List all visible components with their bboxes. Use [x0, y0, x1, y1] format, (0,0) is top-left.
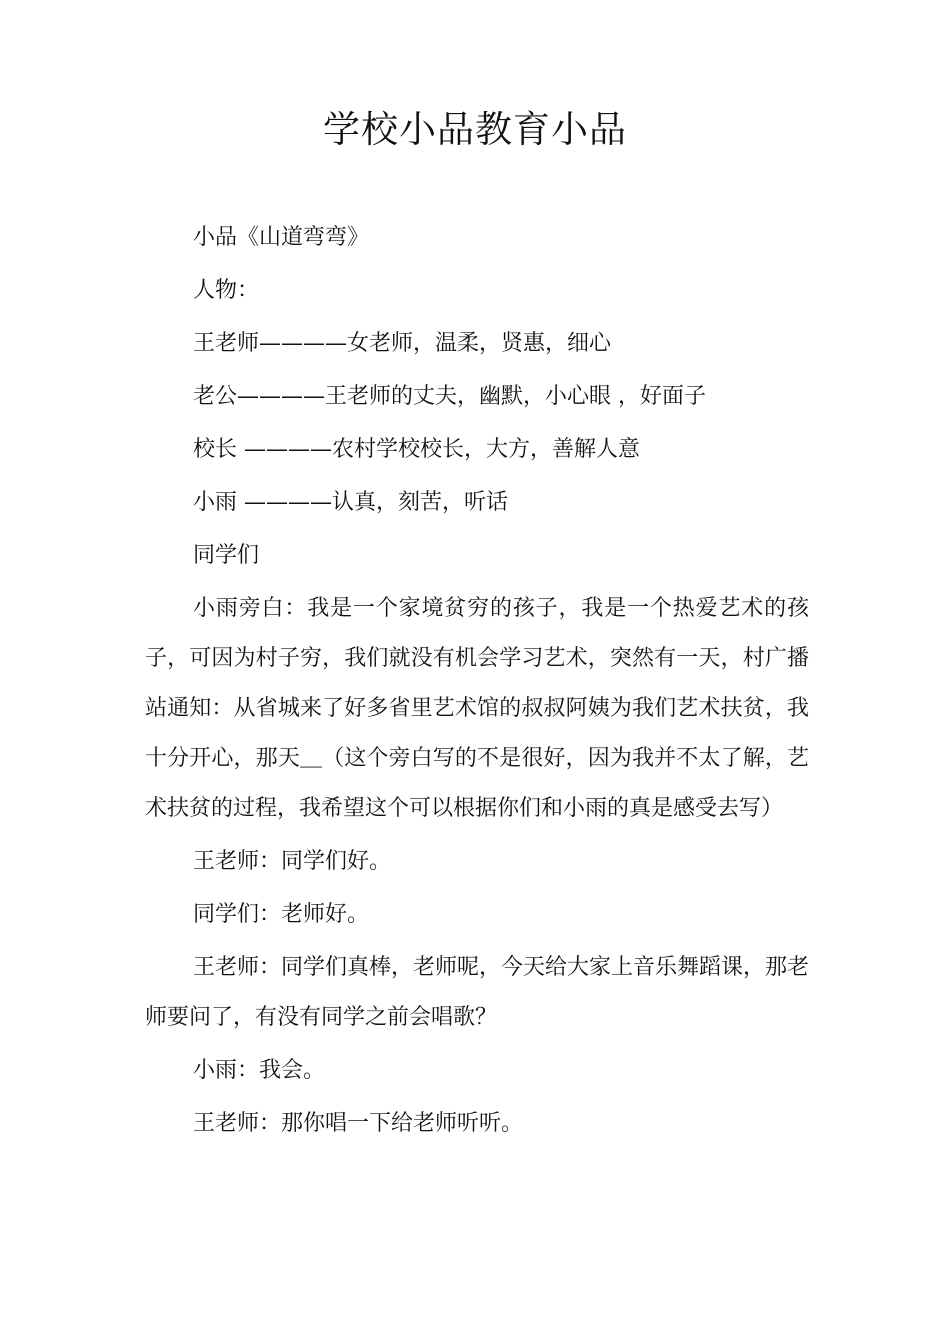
paragraph-character-xiaoyu: 小雨 ————认真，刻苦，听话 — [193, 490, 508, 515]
paragraph-character-wang: 王老师————女老师，温柔，贤惠，细心 — [193, 331, 612, 356]
paragraph-dialogue: 同学们：老师好。 — [193, 902, 370, 927]
paragraph-play-title: 小品《山道弯弯》 — [193, 225, 370, 250]
paragraph-dialogue: 王老师：同学们好。 — [193, 849, 392, 874]
document-body — [145, 213, 809, 1149]
paragraph-characters-heading: 人物： — [193, 278, 260, 303]
paragraph-character-students: 同学们 — [193, 543, 260, 568]
paragraph-character-principal: 校长 ————农村学校校长，大方，善解人意 — [193, 437, 640, 462]
paragraph-character-husband: 老公————王老师的丈夫，幽默，小心眼 ，好面子 — [193, 384, 706, 409]
document-title: 学校小品教育小品 — [323, 108, 627, 151]
paragraph-dialogue: 王老师：同学们真棒，老师呢，今天给大家上音乐舞蹈课，那老师要问了，有没有同学之前会唱歌？ — [145, 955, 810, 1030]
paragraph-dialogue: 王老师：那你唱一下给老师听听。 — [193, 1111, 524, 1136]
paragraph-narration: 小雨旁白：我是一个家境贫穷的孩子，我是一个热爱艺术的孩子，可因为村子穷，我们就没有机会学习艺术，突然有一天，村广播站通知：从省城来了好多省里艺术馆的叔叔阿姨为我们艺术扶贫，我十分开心，那天＿（这个旁白写的不是很好，因为我并不太了解，艺术扶贫的过程，我希望这个可以根据你们和小雨的真是感受去写） — [145, 596, 809, 821]
paragraph-dialogue: 小雨：我会。 — [193, 1058, 326, 1083]
